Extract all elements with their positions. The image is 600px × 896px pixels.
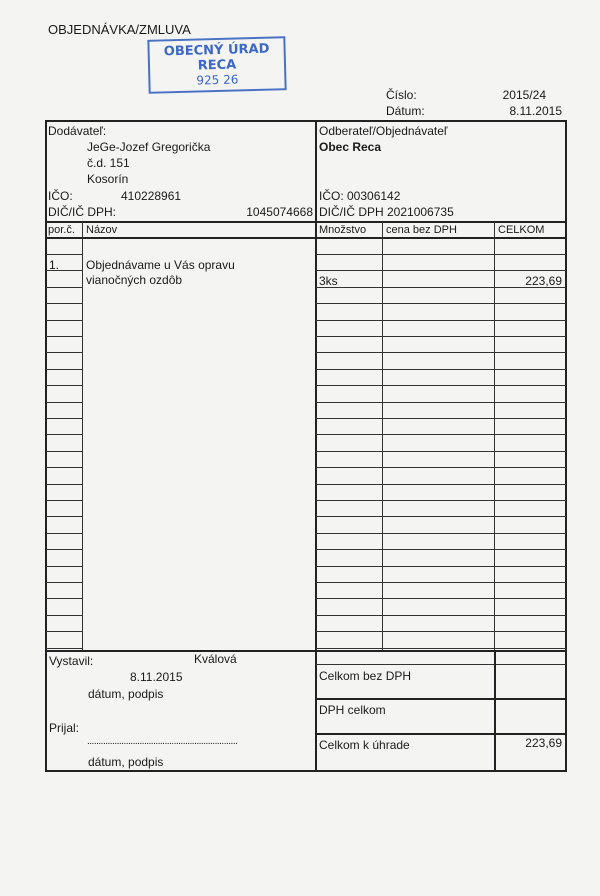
table-row-line (316, 320, 566, 321)
col-header-nazov: Názov (86, 224, 118, 236)
customer-dic: DIČ/IČ DPH 2021006735 (319, 205, 454, 219)
table-row-line (46, 582, 82, 583)
table-row-line (316, 352, 566, 353)
col-header-mnozstvo: Množstvo (319, 224, 367, 236)
table-row-line (46, 418, 82, 419)
table-row-line (46, 516, 82, 517)
item-name-line2: vianočných ozdôb (86, 273, 183, 287)
table-row-line (316, 631, 566, 632)
table-row-line (46, 320, 82, 321)
table-row-line (46, 352, 82, 353)
table-row-line (46, 402, 82, 403)
table-row-line (316, 467, 566, 468)
supplier-street: č.d. 151 (87, 156, 130, 170)
table-row-line (46, 451, 82, 452)
table-row-line (316, 254, 566, 255)
table-row-line (46, 385, 82, 386)
totals-line-1 (316, 664, 566, 665)
table-row-line (316, 615, 566, 616)
table-row-line (316, 533, 566, 534)
supplier-dic: 1045074668 (246, 205, 313, 219)
totals-col-divider (494, 651, 496, 771)
item-name-line1: Objednávame u Vás opravu (86, 258, 235, 272)
table-row-line (316, 484, 566, 485)
supplier-name: JeGe-Jozef Gregorička (87, 140, 211, 154)
table-row-line (46, 484, 82, 485)
issuer-box (45, 650, 317, 772)
table-row-line (316, 336, 566, 337)
datum-label: Dátum: (386, 104, 425, 118)
col-header-cena: cena bez DPH (386, 224, 457, 236)
table-row-line (46, 549, 82, 550)
document-title: OBJEDNÁVKA/ZMLUVA (48, 22, 191, 37)
table-row-line (316, 303, 566, 304)
items-header-divider (45, 237, 567, 239)
celkom-k-uhrade-label: Celkom k úhrade (319, 738, 410, 752)
customer-ico: IČO: 00306142 (319, 189, 401, 203)
datum-value: 8.11.2015 (509, 104, 562, 118)
signature-dots: .................................................................. (87, 736, 238, 747)
table-row-line (46, 254, 82, 255)
celkom-k-uhrade-value: 223,69 (525, 736, 562, 750)
stamp-line-2: RECA (197, 57, 237, 74)
col-header-celkom: CELKOM (498, 224, 545, 236)
supplier-dic-label: DIČ/IČ DPH: (48, 205, 117, 219)
table-row-line (316, 402, 566, 403)
table-row-line (46, 566, 82, 567)
table-row-line (46, 434, 82, 435)
col-divider-por (82, 222, 83, 652)
table-row-line (316, 549, 566, 550)
item-quantity: 3ks (319, 274, 338, 288)
table-row-line (316, 451, 566, 452)
item-por: 1. (49, 258, 60, 272)
table-row-line (46, 533, 82, 534)
office-stamp (147, 36, 286, 94)
table-row-line (46, 500, 82, 501)
table-row-line (316, 566, 566, 567)
table-row-line (46, 336, 82, 337)
table-row-line (316, 385, 566, 386)
parties-divider (315, 121, 317, 222)
table-row-line (46, 369, 82, 370)
col-header-por: por.č. (48, 224, 75, 236)
table-row-line (46, 467, 82, 468)
table-row-line (316, 648, 566, 649)
prijal-label: Prijal: (49, 721, 80, 735)
totals-line-2 (316, 698, 566, 700)
sign-caption-1: dátum, podpis (88, 687, 164, 701)
table-row-line (316, 516, 566, 517)
stamp-line-1: OBECNÝ ÚRAD (163, 41, 270, 60)
sign-caption-2: dátum, podpis (88, 755, 164, 769)
table-row-line (316, 598, 566, 599)
customer-label: Odberateľ/Objednávateľ (319, 124, 448, 138)
supplier-ico-label: IČO: (48, 189, 73, 203)
table-row-line (316, 500, 566, 501)
vystavil-name: Kválová (194, 652, 237, 666)
celkom-bez-dph-label: Celkom bez DPH (319, 669, 412, 683)
table-row-line (46, 287, 82, 288)
customer-name: Obec Reca (319, 140, 382, 154)
supplier-label: Dodávateľ: (48, 124, 107, 138)
table-row-line (316, 418, 566, 419)
cislo-label: Číslo: (386, 88, 417, 102)
supplier-city: Kosorín (87, 172, 129, 186)
table-row-line (316, 582, 566, 583)
table-row-line (46, 631, 82, 632)
stamp-line-3: 925 26 (196, 72, 239, 88)
item-total: 223,69 (525, 274, 562, 288)
supplier-ico: 410228961 (121, 189, 182, 203)
vystavil-date: 8.11.2015 (130, 670, 183, 684)
vystavil-label: Vystavil: (49, 654, 94, 668)
totals-line-3 (316, 733, 566, 735)
table-row-line (46, 615, 82, 616)
table-row-line (46, 648, 82, 649)
table-row-line (46, 598, 82, 599)
table-row-line (46, 303, 82, 304)
dph-celkom-label: DPH celkom (319, 703, 386, 717)
table-row-line (316, 369, 566, 370)
table-row-line (316, 434, 566, 435)
cislo-value: 2015/24 (502, 88, 546, 102)
table-row-line (316, 270, 566, 271)
